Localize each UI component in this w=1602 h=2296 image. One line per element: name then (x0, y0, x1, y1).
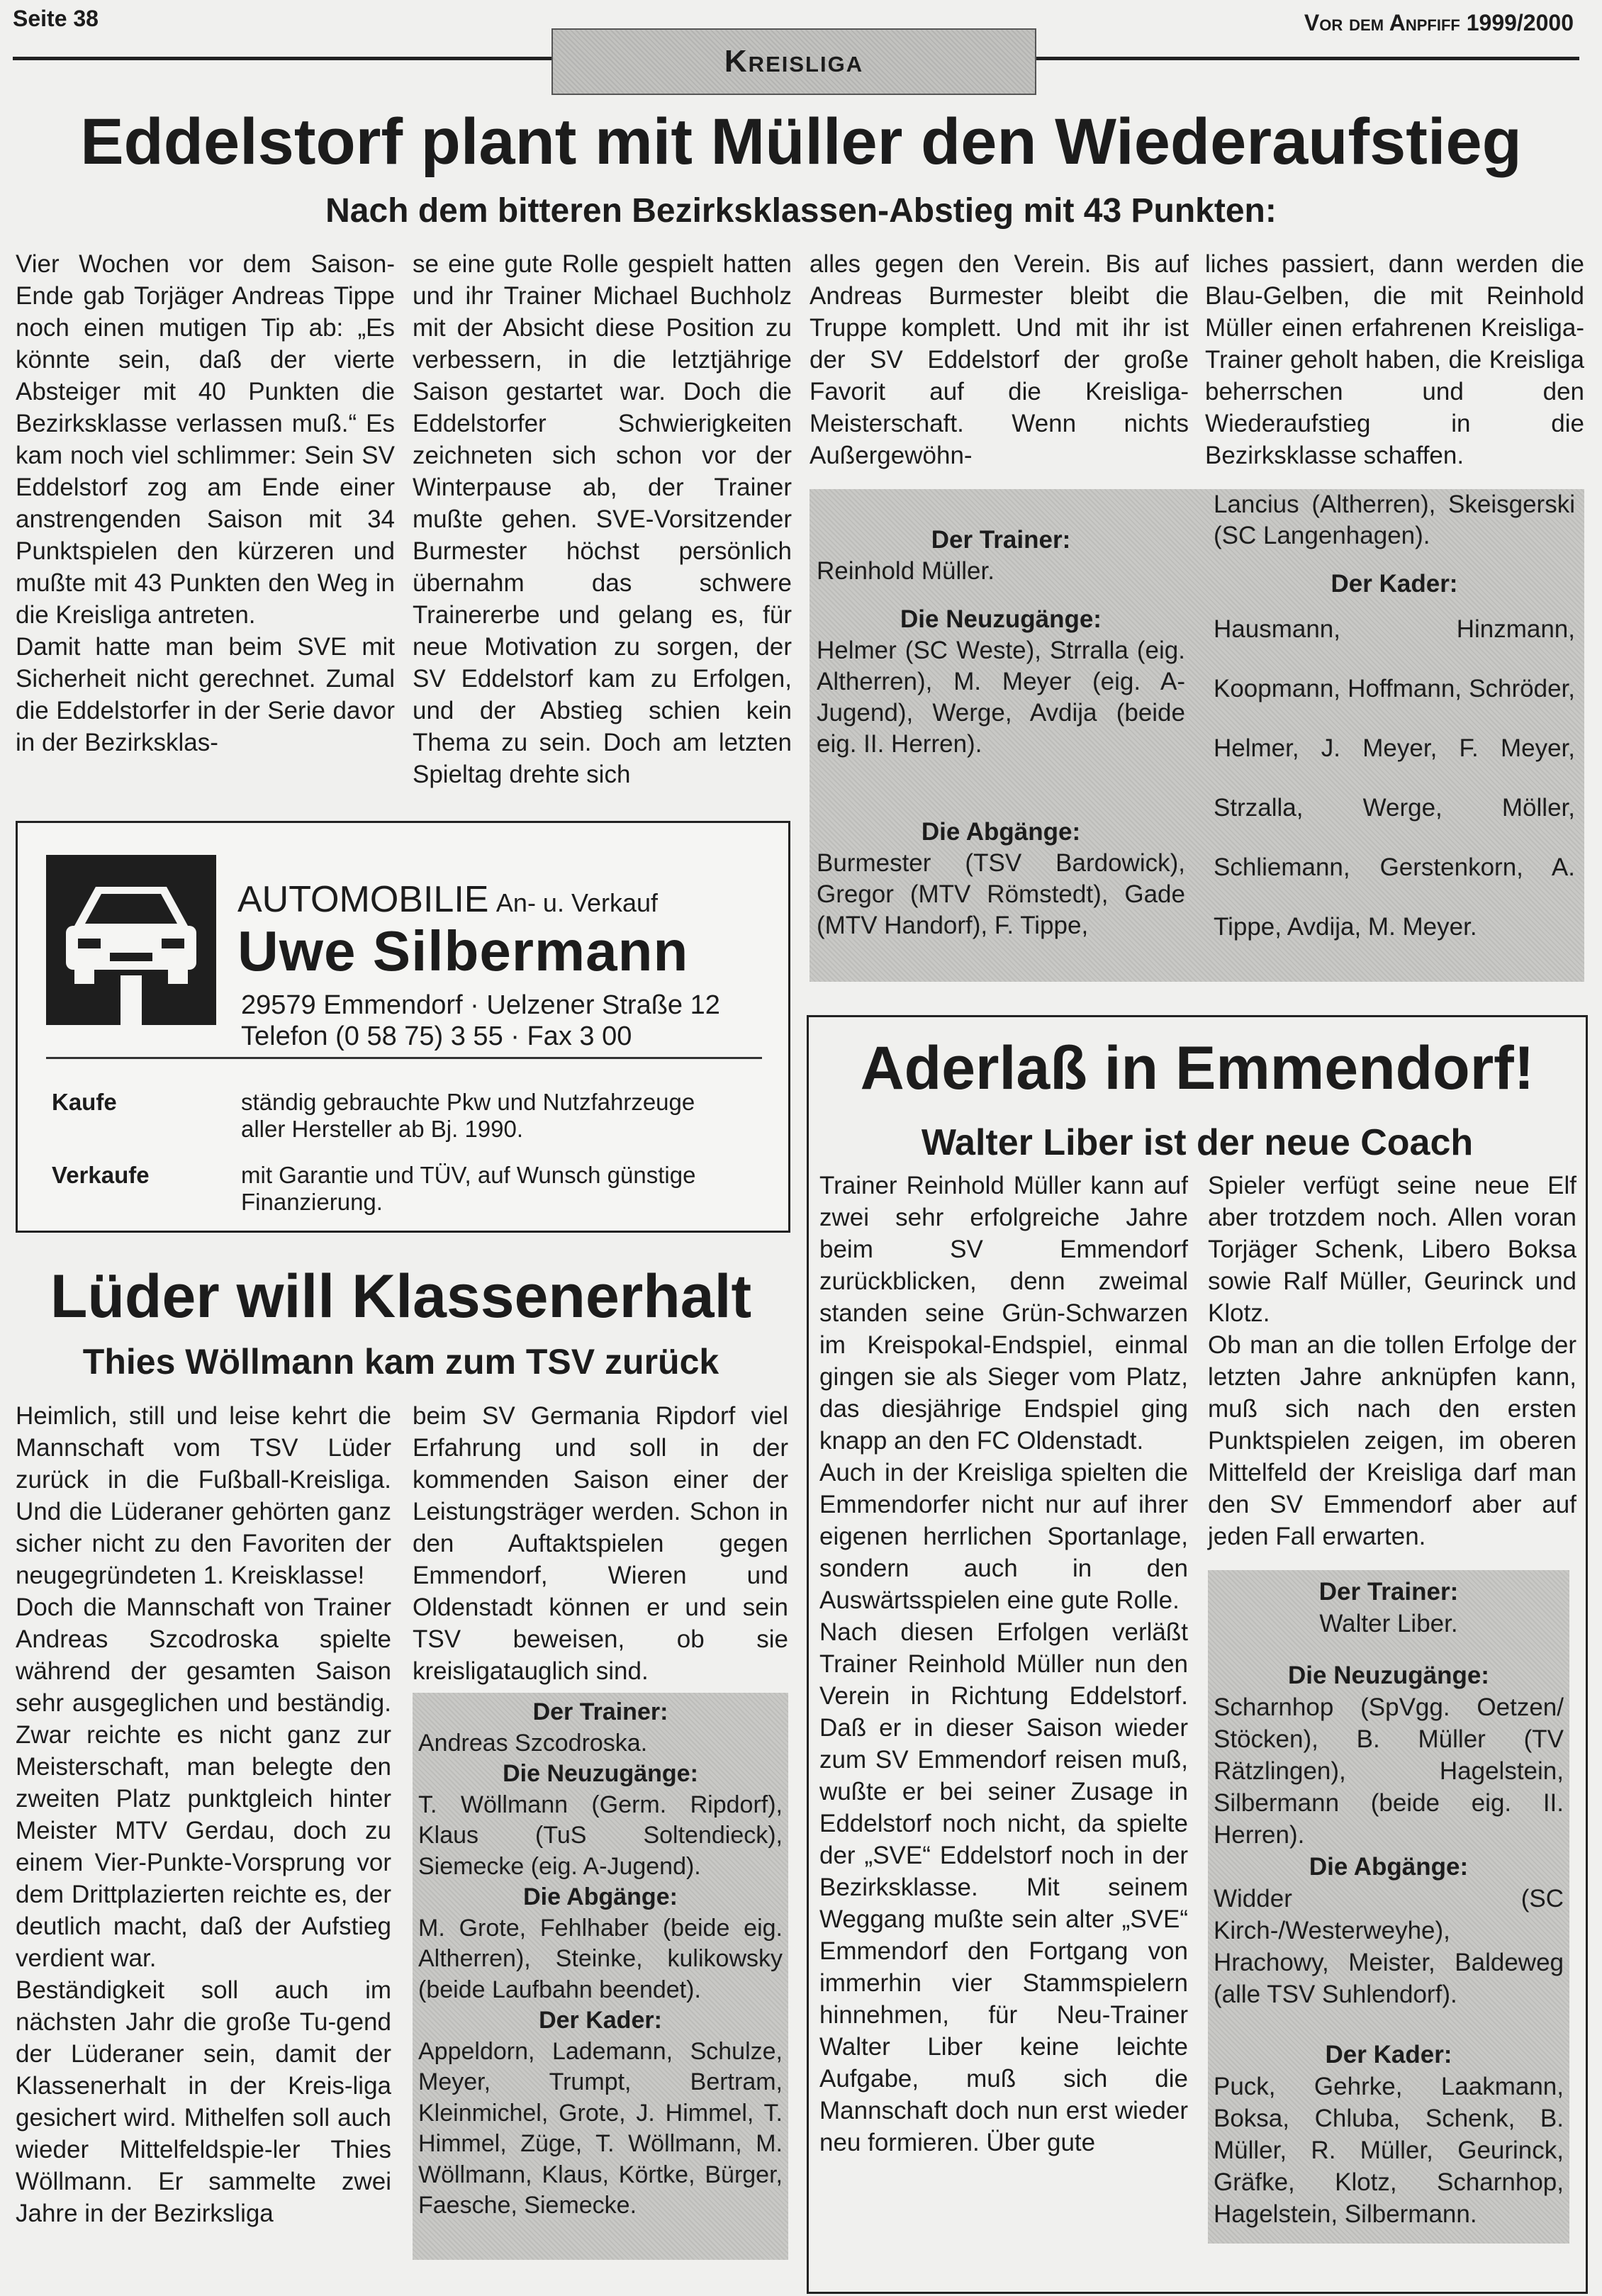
emmendorf-paragraph: Spieler verfügt seine neue Elf aber trotzdem noch. Allen voran Torjäger Schenk, Libero Boksa sowie Ralf Müller, Geurinck und Klotz. (1208, 1172, 1576, 1327)
header-rule-right (1034, 57, 1579, 60)
infobox-text: Helmer (SC Weste), Strralla (eig. Altherren), M. Meyer (eig. A-Jugend), Werge, Avdija (beide eig. II. Herren). (817, 637, 1185, 758)
emmendorf-paragraph: Nach diesen Erfolgen verläßt Trainer Reinhold Müller nun den Verein in Richtung Eddelstorf. Daß er in dieser Saison wieder zum SV Emmendorf reisen muß, wußte er bei seiner Zusage in Eddelstorf noch nicht, da spielte der „SVE“ Eddelstorf noch in der Bezirksklasse. Mit seinem Weggang mußte sein alter „SVE“ Emmendorf den Fortgang von immerhin vier Stammspielern hinnehmen, für Neu-Trainer Walter Liber keine leichte Aufgabe, muß sich die Mannschaft doch nun erst wieder neu formieren. Über gute (819, 1618, 1188, 2156)
infobox-text: Andreas Szcodroska. (418, 1729, 648, 1757)
infobox-heading: Der Trainer: (931, 526, 1071, 554)
ad-buy-text: ständig gebrauchte Pkw und Nutzfahrzeuge aller Hersteller ab Bj. 1990. (241, 1089, 695, 1142)
eddelstorf-paragraph: alles gegen den Verein. Bis auf Andreas Burmester bleibt die Truppe komplett. Und mit ihr ist der SV Eddelstorf der große Favorit auf die Kreisliga-Meisterschaft. Wenn nichts Außergewöhn- (810, 250, 1189, 469)
section-label-text: Kreisliga (724, 44, 864, 79)
infobox-heading: Die Neuzugänge: (1288, 1662, 1489, 1689)
ad-owner-name: Uwe Silbermann (237, 919, 689, 982)
ad-phone: Telefon (0 58 75) 3 55 · Fax 3 00 (241, 1021, 632, 1051)
eddelstorf-paragraph: Vier Wochen vor dem Saison-Ende gab Torjäger Andreas Tippe noch einen mutigen Tip ab: „Es könnte sein, daß der vierte Absteiger mit 40 Punkten die Bezirksklasse verlassen muß.“ Es kam noch viel schlimmer: Sein SV Eddelstorf zog am Ende einer anstrengenden Saison mit 34 Punktspielen den kürzeren und mußte mit 43 Punkten den Weg in die Kreisliga antreten. (16, 250, 395, 629)
emmendorf-column-2 (1208, 1170, 1576, 1552)
eddelstorf-infobox (810, 489, 1584, 982)
infobox-heading: Der Trainer: (532, 1698, 668, 1725)
lueder-subheadline: Thies Wöllmann kam zum TSV zurück (82, 1342, 719, 1382)
ad-sell-label: Verkaufe (52, 1162, 150, 1188)
lueder-column-2 (413, 1400, 788, 1687)
emmendorf-paragraph: Auch in der Kreisliga spielten die Emmendorfer nicht nur auf ihrer eigenen herrlichen Sportanlage, sondern auch in den Auswärtsspielen eine gute Rolle. (819, 1459, 1188, 1614)
infobox-right-column (1214, 489, 1575, 957)
infobox-text: T. Wöllmann (Germ. Ripdorf), Klaus (TuS Soltendieck), Siemecke (eig. A-Jugend). (418, 1791, 783, 1880)
spacer (1214, 551, 1575, 569)
page-number: Seite 38 (13, 6, 99, 31)
infobox-text: Reinhold Müller. (817, 557, 995, 585)
infobox-heading: Die Abgänge: (1309, 1853, 1469, 1881)
infobox-text: Hausmann, Hinzmann, Koopmann, Hoffmann, Schröder, Helmer, J. Meyer, F. Meyer, Strzalla, Werge, Möller, Schliemann, Gerstenkorn, A. Tippe, Avdija, M. Meyer. (1214, 615, 1575, 941)
infobox-heading: Die Neuzugänge: (900, 605, 1102, 633)
infobox-text: Puck, Gehrke, Laakmann, Boksa, Chluba, Schenk, B. Müller, R. Müller, Geurinck, Gräfke, Klotz, Scharnhop, Hagelstein, Silbermann. (1214, 2073, 1564, 2228)
car-on-lift-icon (46, 855, 216, 1025)
spacer (1214, 2010, 1564, 2039)
publication-title: Vor dem Anpfiff 1999/2000 (1304, 10, 1574, 35)
emmendorf-paragraph: Ob man an die tollen Erfolge der letzten Jahre anknüpfen kann, muß sich nach den ersten Punktspielen zeigen, im oberen Mittelfeld der Kreisliga darf man den SV Emmendorf aber auf jeden Fall erwarten. (1208, 1331, 1576, 1550)
spacer (817, 760, 1185, 817)
lueder-paragraph: Doch die Mannschaft von Trainer Andreas Szcodroska spielte während der gesamten Saison sehr ausgeglichen und beständig. Zwar reichte es nicht ganz zur Meisterschaft, man belegte den zweiten Platz punktgleich hinter Meister MTV Gerdau, doch zu einem Vier-Punkte-Vorsprung vor dem Drittplazierten reichte es, der deutlich macht, daß der Aufstieg verdient war. (16, 1594, 391, 1972)
infobox-heading: Die Neuzugänge: (503, 1760, 698, 1787)
infobox-heading: Der Trainer: (1318, 1578, 1459, 1606)
emmendorf-column-1 (819, 1170, 1188, 2158)
ad-sell-text: mit Garantie und TÜV, auf Wunsch günstige Finanzierung. (241, 1162, 696, 1215)
infobox-text: Widder (SC Kirch-/Westerweyhe), Hrachowy, Meister, Baldeweg (alle TSV Suhlendorf). (1214, 1885, 1564, 2008)
emmendorf-headline: Aderlaß in Emmendorf! (860, 1034, 1535, 1102)
ad-address: 29579 Emmendorf · Uelzener Straße 12 (241, 990, 720, 1020)
ad-divider (46, 1057, 762, 1059)
eddelstorf-column-3 (810, 248, 1189, 471)
infobox-heading: Die Abgänge: (523, 1883, 678, 1910)
eddelstorf-paragraph: se eine gute Rolle gespielt hatten und ihr Trainer Michael Buchholz mit der Absicht diese Position zu verbessern, in die letztjährige Saison gestartet war. Doch die Eddelstorfer Schwierigkeiten zeichneten sich schon vor der Winterpause ab, der Trainer mußte gehen. SVE-Vorsitzender Burmester höchst persönlich übernahm das schwere Trainererbe und gelang es, für neue Motivation zu sorgen, der SV Eddelstorf kam zu Erfolgen, und der Abstieg schien kein Thema zu sein. Doch am letzten Spieltag drehte sich (413, 250, 792, 788)
infobox-trainer-name: Walter Liber. (1319, 1610, 1458, 1637)
eddelstorf-paragraph: Damit hatte man beim SVE mit Sicherheit nicht gerechnet. Zumal die Eddelstorfer in der Serie davor in der Bezirksklas- (16, 633, 395, 756)
eddelstorf-paragraph: liches passiert, dann werden die Blau-Gelben, die mit Reinhold Müller einen erfahrenen Kreisliga-Trainer geholt haben, die Kreisliga beherrschen und den Wiederaufstieg in die Bezirksklasse schaffen. (1205, 250, 1584, 469)
lueder-paragraph: beim SV Germania Ripdorf viel Erfahrung und soll in der kommenden Saison einer der Leistungsträger werden. Schon in den Auftaktspielen gegen Emmendorf, Wieren und Oldenstadt können er und sein TSV beweisen, ob sie kreisligatauglich sind. (413, 1402, 788, 1685)
advertisement (16, 821, 790, 1233)
ad-company-line (237, 878, 658, 921)
lueder-paragraph: Heimlich, still und leise kehrt die Mannschaft vom TSV Lüder zurück in die Fußball-Kreisliga. Und die Lüderaner gehörten ganz sicher nicht zu den Favoriten der neugegründeten 1. Kreisklasse! (16, 1402, 391, 1589)
infobox-content (1214, 1576, 1564, 2230)
spacer (1214, 1640, 1564, 1659)
spacer (817, 587, 1185, 604)
infobox-heading: Der Kader: (1325, 2041, 1452, 2068)
header-rule-left (13, 57, 551, 60)
section-label (551, 28, 1036, 95)
emmendorf-paragraph: Trainer Reinhold Müller kann auf zwei sehr erfolgreiche Jahre beim SV Emmendorf zurückblicken, denn zweimal standen seine Grün-Schwarzen im Kreispokal-Endspiel, einmal gingen sie als Sieger vom Platz, das diesjährige Endspiel ging knapp an den FC Oldenstadt. (819, 1172, 1188, 1455)
infobox-left-column (817, 525, 1185, 941)
ad-buy-label: Kaufe (52, 1089, 117, 1115)
infobox-content (418, 1697, 783, 2222)
eddelstorf-subheadline: Nach dem bitteren Bezirksklassen-Abstieg mit 43 Punkten: (325, 192, 1277, 230)
infobox-text: Scharnhop (SpVgg. Oetzen/ Stöcken), B. Müller (TV Rätzlingen), Hagelstein, Silbermann (beide eig. II. Herren). (1214, 1693, 1564, 1849)
infobox-text: Burmester (TSV Bardowick), Gregor (MTV Römstedt), Gade (MTV Handorf), F. Tippe, (817, 849, 1185, 939)
infobox-text: Lancius (Altherren), Skeisgerski (SC Langenhagen). (1214, 491, 1575, 549)
lueder-column-1 (16, 1400, 391, 2229)
eddelstorf-column-4 (1205, 248, 1584, 471)
eddelstorf-headline: Eddelstorf plant mit Müller den Wiederaufstieg (80, 106, 1522, 178)
infobox-heading: Der Kader: (1331, 570, 1458, 598)
infobox-text: Appeldorn, Lademann, Schulze, Meyer, Trumpt, Bertram, Kleinmichel, Grote, J. Himmel, T. Himmel, Züge, T. Wöllmann, M. Wöllmann, Klaus, Körtke, Bürger, Faesche, Siemecke. (418, 2037, 783, 2219)
lueder-paragraph: Beständigkeit soll auch im nächsten Jahr die große Tu-gend der Lüderaner sein, damit der Klassenerhalt in der Kreis-liga gesichert wird. Mithelfen soll auch wieder Mittelfeldspie-ler Thies Wöllmann. Er sammelte zwei Jahre in der Bezirksliga (16, 1976, 391, 2227)
car-icon-graphic (46, 855, 216, 1025)
infobox-text: M. Grote, Fehlhaber (beide eig. Altherren), Steinke, kulikowsky (beide Laufbahn beendet). (418, 1914, 783, 2003)
infobox-heading: Die Abgänge: (921, 818, 1081, 846)
lueder-headline: Lüder will Klassenerhalt (50, 1262, 752, 1331)
eddelstorf-column-1 (16, 248, 395, 758)
eddelstorf-column-2 (413, 248, 792, 790)
emmendorf-infobox (1208, 1570, 1569, 2244)
emmendorf-subheadline: Walter Liber ist der neue Coach (921, 1122, 1474, 1163)
ad-company-name: AUTOMOBILIE (237, 879, 489, 920)
lueder-infobox (413, 1693, 788, 2260)
infobox-heading: Der Kader: (539, 2007, 662, 2034)
ad-company-suffix: An- u. Verkauf (495, 888, 659, 917)
